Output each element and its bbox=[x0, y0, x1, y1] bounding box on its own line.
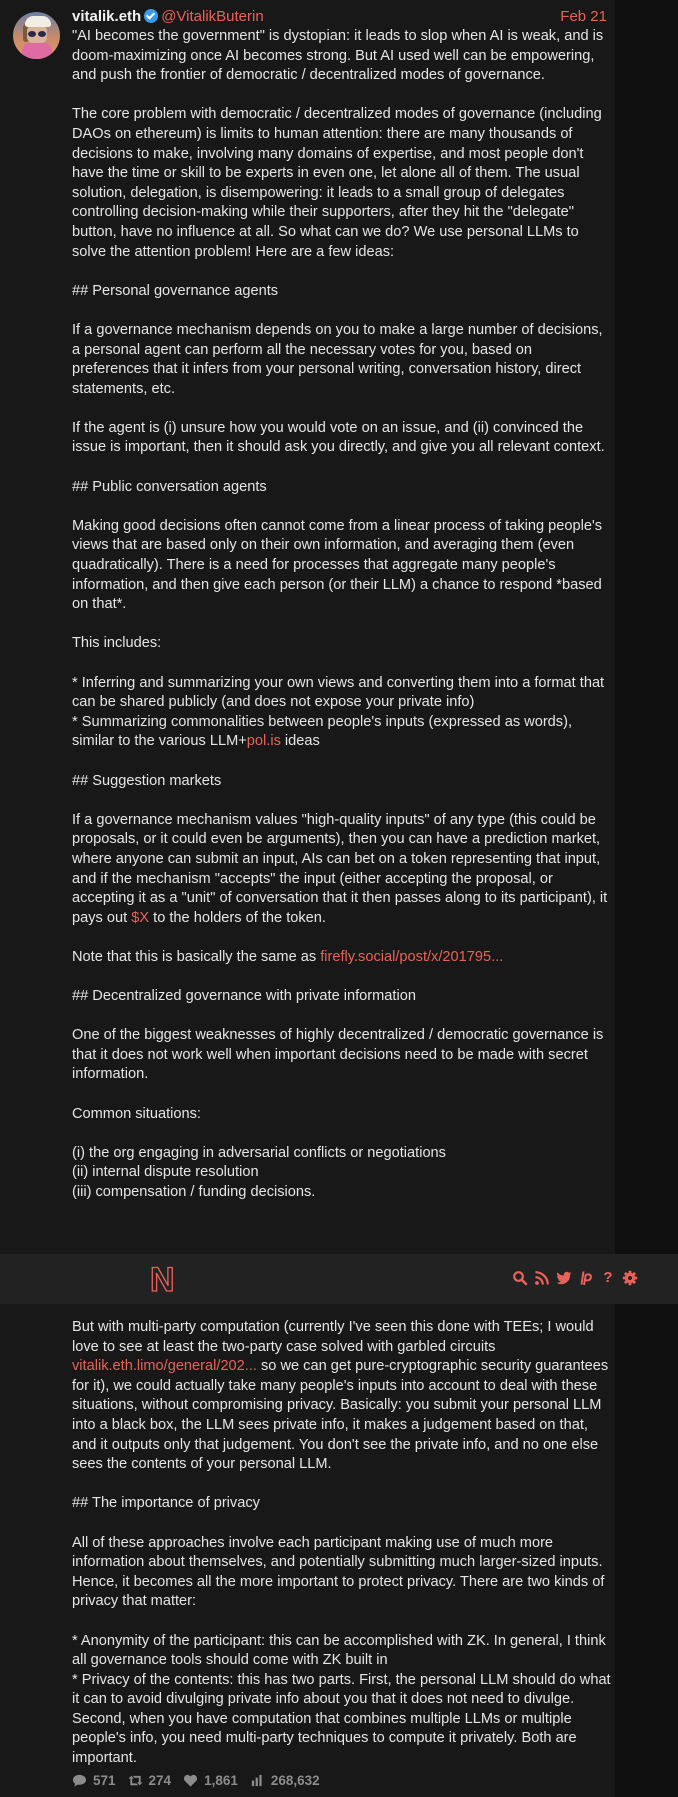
reply-button[interactable] bbox=[72, 1773, 116, 1788]
paragraph: All of these approaches involve each participant making use of much more information about themselves, and potentially submitting much larger-sized inputs. Hence, it becomes all the more important to protect privacy. There are two kinds of privacy that matter: bbox=[72, 1534, 605, 1610]
author-handle[interactable]: @VitalikButerin bbox=[161, 8, 264, 25]
nav-icons bbox=[512, 1268, 638, 1288]
views-bar-chart-icon bbox=[250, 1773, 265, 1788]
paragraph: If a governance mechanism depends on you to make a large number of decisions, a personal agent can perform all the necessary votes for you, based on preferences that it infers from your personal writing, conversation history, direct statements, etc. bbox=[72, 321, 603, 397]
rss-icon[interactable] bbox=[534, 1270, 550, 1286]
situation-item: (i) the org engaging in adversarial conflicts or negotiations bbox=[72, 1144, 446, 1161]
avatar[interactable] bbox=[13, 12, 60, 59]
verified-badge-icon bbox=[144, 9, 158, 23]
lp-icon[interactable] bbox=[578, 1270, 594, 1286]
gear-icon[interactable] bbox=[622, 1270, 638, 1286]
bullet-item: * Summarizing commonalities between people's inputs (expressed as words), similar to the various LLM+pol.is ideas bbox=[72, 713, 573, 750]
views-button[interactable] bbox=[250, 1773, 320, 1788]
paragraph: Making good decisions often cannot come from a linear process of taking people's views that are based only on their own information, and averaging them (even quadratically). There is a need for processes that aggregate many people's information, and then give each person (or their LLM) a chance to respond *based on that*. bbox=[72, 517, 603, 613]
reply-icon bbox=[72, 1773, 87, 1788]
post-body-part2 bbox=[72, 1318, 612, 1769]
bullet-item: * Privacy of the contents: this has two parts. First, the personal LLM should do what it can to avoid divulging private info about you that it does not need to divulge. Second, when you have computation that combines multiple LLMs or multiple people's info, you need multi-party techniques to compute it privately. Both are important. bbox=[72, 1671, 611, 1767]
paragraph: But with multi-party computation (currently I've seen this done with TEEs; I would love to see at least the two-party case solved with garbled circuits vitalik.eth.limo/general/202... so we can get pure-cryptographic security guarantees for it), we could actually take many people's inputs into account to deal with these situations, without compromising privacy. Basically: you submit your personal LLM into a black box, the LLM sees private info, it makes a judgement based on that, and it outputs only that judgement. You don't see the private info, and no one else sees the contents of your personal LLM. bbox=[72, 1319, 609, 1473]
situation-item: (ii) internal dispute resolution bbox=[72, 1164, 259, 1181]
paragraph: The core problem with democratic / decentralized modes of governance (including DAOs on ethereum) is limits to human attention: there are many thousands of decisions to make, involving many domains of expertise, and most people don't have the time or skill to be experts in even one, let alone all of them. The usual solution, delegation, is disempowering: it leads to a small group of delegates controlling decision-making while their supporters, after they hit the "delegate" button, have no influence at all. So what can we do? We use personal LLMs to solve the attention problem! Here are a few ideas: bbox=[72, 106, 602, 260]
vitalik-blog-link[interactable]: vitalik.eth.limo/general/202... bbox=[72, 1358, 257, 1375]
author-name[interactable]: vitalik.eth bbox=[72, 8, 142, 25]
paragraph: Common situations: bbox=[72, 1105, 201, 1122]
section-heading: ## The importance of privacy bbox=[72, 1495, 260, 1512]
help-icon[interactable]: ? bbox=[603, 1269, 613, 1286]
post-header bbox=[72, 6, 607, 28]
post-body-part1 bbox=[72, 27, 612, 1203]
paragraph: If the agent is (i) unsure how you would vote on an issue, and (ii) convinced the issue is important, then it should ask you directly, and give you all relevant context. bbox=[72, 419, 605, 456]
section-heading: ## Suggestion markets bbox=[72, 772, 222, 789]
paragraph: One of the biggest weaknesses of highly decentralized / democratic governance is that it does not work well when important decisions need to be made with secret information. bbox=[72, 1027, 604, 1083]
paragraph: This includes: bbox=[72, 635, 162, 652]
like-count: 1,861 bbox=[204, 1772, 238, 1788]
reply-count: 571 bbox=[93, 1772, 116, 1788]
paragraph: Note that this is basically the same as firefly.social/post/x/201795... bbox=[72, 948, 504, 965]
search-icon[interactable] bbox=[512, 1270, 528, 1286]
bullet-item: * Anonymity of the participant: this can be accomplished with ZK. In general, I think all governance tools should come with ZK built in bbox=[72, 1632, 606, 1669]
repost-button[interactable] bbox=[128, 1773, 172, 1788]
section-heading: ## Personal governance agents bbox=[72, 282, 279, 299]
site-navbar bbox=[0, 1254, 678, 1304]
polis-link[interactable]: pol.is bbox=[246, 733, 281, 750]
situation-item: (iii) compensation / funding decisions. bbox=[72, 1184, 316, 1201]
paragraph: If a governance mechanism values "high-quality inputs" of any type (this could be proposals, or it could even be arguments), then you can have a prediction market, where anyone can submit an input, AIs can bet on a token representing that input, and if the mechanism "accepts" the input (either accepting the proposal, or accepting it as a "unit" of conversation that it then passes along to its participant), it pays out $X to the holders of the token. bbox=[72, 811, 608, 926]
view-count: 268,632 bbox=[270, 1772, 320, 1788]
twitter-icon[interactable] bbox=[556, 1270, 572, 1286]
post-stats bbox=[72, 1770, 332, 1790]
section-heading: ## Public conversation agents bbox=[72, 478, 267, 495]
heart-icon bbox=[183, 1773, 198, 1788]
repost-icon bbox=[128, 1773, 143, 1788]
section-heading: ## Decentralized governance with private information bbox=[72, 988, 416, 1005]
cashtag-link[interactable]: $X bbox=[131, 909, 150, 926]
firefly-link[interactable]: firefly.social/post/x/201795... bbox=[320, 948, 504, 965]
like-button[interactable] bbox=[183, 1773, 238, 1788]
post-date[interactable]: Feb 21 bbox=[560, 8, 607, 25]
repost-count: 274 bbox=[148, 1772, 172, 1788]
bullet-item: * Inferring and summarizing your own views and converting them into a format that can be shared publicly (and does not expose your private info) bbox=[72, 674, 605, 711]
paragraph: "AI becomes the government" is dystopian: it leads to slop when AI is weak, and is doom-maximizing once AI becomes strong. But AI used well can be empowering, and push the frontier of democratic / decentralized modes of governance. bbox=[72, 28, 604, 84]
site-logo[interactable]: N bbox=[150, 1261, 175, 1299]
